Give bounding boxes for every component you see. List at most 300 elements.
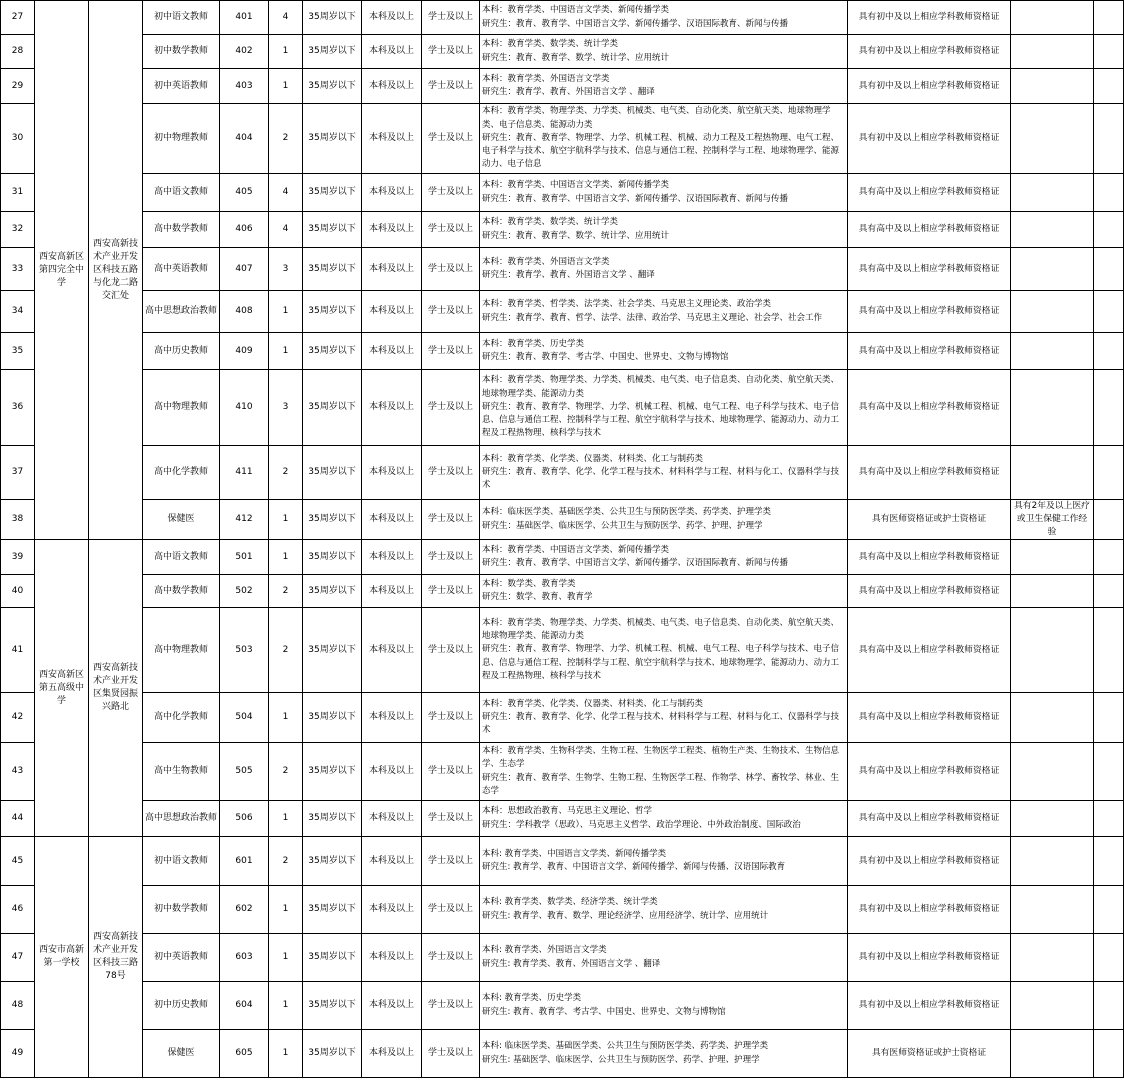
- major-requirement: [480, 743, 848, 801]
- hire-count: 1: [269, 801, 303, 837]
- age-requirement: 35周岁以下: [303, 837, 362, 886]
- major-graduate: 研究生：教育、教育学、数学、统计学、应用统计: [482, 230, 670, 241]
- table-row: [1, 575, 1124, 608]
- major-requirement: [480, 35, 848, 69]
- degree-requirement: 学士及以上: [422, 886, 480, 934]
- education-requirement: 本科及以上: [362, 934, 422, 982]
- major-undergrad: 本科：教育学类、数学类、统计学类: [482, 39, 619, 50]
- degree-requirement: 学士及以上: [422, 934, 480, 982]
- degree-requirement: 学士及以上: [422, 104, 480, 174]
- certificate-requirement: 具有高中及以上相应学科教师资格证: [848, 291, 1011, 333]
- remarks: [1094, 174, 1124, 212]
- position-code: 501: [220, 540, 269, 575]
- other-requirement: [1011, 886, 1094, 934]
- degree-requirement: 学士及以上: [422, 333, 480, 370]
- row-number: 27: [1, 1, 35, 35]
- education-requirement: 本科及以上: [362, 837, 422, 886]
- certificate-requirement: 具有医师资格证或护士资格证: [848, 500, 1011, 540]
- row-number: 42: [1, 693, 35, 743]
- row-number: 40: [1, 575, 35, 608]
- other-requirement: [1011, 248, 1094, 291]
- table-row: [1, 1, 1124, 35]
- position-code: 605: [220, 1030, 269, 1078]
- school-address: 西安高新技术产业开发区科技五路与化龙二路交汇处: [89, 1, 143, 540]
- position-code: 401: [220, 1, 269, 35]
- position-code: 601: [220, 837, 269, 886]
- other-requirement: [1011, 1030, 1094, 1078]
- hire-count: 4: [269, 174, 303, 212]
- major-undergrad: 本科：教育学类、化学类、仪器类、材料类、化工与制药类: [482, 698, 704, 709]
- age-requirement: 35周岁以下: [303, 934, 362, 982]
- position-name: 保健医: [143, 500, 220, 540]
- other-requirement: [1011, 743, 1094, 801]
- education-requirement: 本科及以上: [362, 291, 422, 333]
- major-requirement: [480, 248, 848, 291]
- position-name: 高中物理教师: [143, 370, 220, 446]
- major-undergrad: 本科：教育学类、物理学类、力学类、机械类、电气类、电子信息类、自动化类、航空航天类、地球物理学类、能源动力类: [482, 617, 840, 642]
- position-name: 初中英语教师: [143, 69, 220, 104]
- row-number: 29: [1, 69, 35, 104]
- major-undergrad: 本科：教育学类、物理学类、力学类、机械类、电气类、电子信息类、自动化类、航空航天类、地球物理学类、能源动力类: [482, 375, 840, 399]
- degree-requirement: 学士及以上: [422, 35, 480, 69]
- major-undergrad: 本科：教育学类、哲学类、法学类、社会学类、马克思主义理论类、政治学类: [482, 299, 772, 310]
- degree-requirement: 学士及以上: [422, 69, 480, 104]
- degree-requirement: 学士及以上: [422, 248, 480, 291]
- major-undergrad: 本科: 教育学类、数学类、经济学类、统计学类: [482, 897, 658, 908]
- major-requirement: [480, 69, 848, 104]
- position-name: 初中物理教师: [143, 104, 220, 174]
- hire-count: 2: [269, 743, 303, 801]
- age-requirement: 35周岁以下: [303, 248, 362, 291]
- table-row: [1, 212, 1124, 248]
- degree-requirement: 学士及以上: [422, 743, 480, 801]
- table-row: [1, 174, 1124, 212]
- major-undergrad: 本科：教育学类、物理学类、力学类、机械类、电气类、自动化类、航空航天类、地球物理学类、电子信息类、能源动力类: [482, 106, 831, 130]
- hire-count: 2: [269, 608, 303, 693]
- certificate-requirement: 具有高中及以上相应学科教师资格证: [848, 801, 1011, 837]
- education-requirement: 本科及以上: [362, 1, 422, 35]
- certificate-requirement: 具有高中及以上相应学科教师资格证: [848, 608, 1011, 693]
- position-name: 初中数学教师: [143, 35, 220, 69]
- degree-requirement: 学士及以上: [422, 982, 480, 1030]
- position-code: 403: [220, 69, 269, 104]
- major-graduate: 研究生：教育、教育学、化学、化学工程与技术、材料科学与工程、材料与化工、仪器科学与技术: [482, 466, 840, 491]
- position-code: 405: [220, 174, 269, 212]
- school-name: 西安高新区第四完全中学: [35, 1, 89, 540]
- hire-count: 1: [269, 982, 303, 1030]
- major-undergrad: 本科：教育学类、中国语言文学类、新闻传播学类: [482, 544, 670, 555]
- major-graduate: 研究生：教育、教育学、物理学、力学、机械工程、机械、动力工程及工程热物理、电气工程、电子科学与技术、航空宇航科学与技术、信息与通信工程、控制科学与工程、地球物理学、能源动力、电子信息: [482, 132, 840, 170]
- major-undergrad: 本科：临床医学类、基础医学类、公共卫生与预防医学类、药学类、护理学类: [482, 507, 772, 518]
- position-code: 407: [220, 248, 269, 291]
- education-requirement: 本科及以上: [362, 500, 422, 540]
- education-requirement: 本科及以上: [362, 104, 422, 174]
- major-undergrad: 本科：教育学类、中国语言文学类、新闻传播学类: [482, 180, 670, 191]
- position-code: 408: [220, 291, 269, 333]
- hire-count: 3: [269, 370, 303, 446]
- table-row: [1, 69, 1124, 104]
- certificate-requirement: 具有初中及以上相应学科教师资格证: [848, 69, 1011, 104]
- degree-requirement: 学士及以上: [422, 608, 480, 693]
- row-number: 46: [1, 886, 35, 934]
- table-row: [1, 291, 1124, 333]
- degree-requirement: 学士及以上: [422, 693, 480, 743]
- major-requirement: [480, 174, 848, 212]
- remarks: [1094, 801, 1124, 837]
- hire-count: 1: [269, 291, 303, 333]
- hire-count: 4: [269, 212, 303, 248]
- remarks: [1094, 333, 1124, 370]
- position-name: 初中英语教师: [143, 934, 220, 982]
- hire-count: 1: [269, 69, 303, 104]
- position-name: 高中生物教师: [143, 743, 220, 801]
- hire-count: 3: [269, 248, 303, 291]
- other-requirement: [1011, 934, 1094, 982]
- age-requirement: 35周岁以下: [303, 575, 362, 608]
- table-row: [1, 35, 1124, 69]
- other-requirement: [1011, 174, 1094, 212]
- degree-requirement: 学士及以上: [422, 291, 480, 333]
- age-requirement: 35周岁以下: [303, 743, 362, 801]
- remarks: [1094, 370, 1124, 446]
- table-row: [1, 248, 1124, 291]
- hire-count: 1: [269, 693, 303, 743]
- remarks: [1094, 104, 1124, 174]
- major-graduate: 研究生：教育、教育学、生物学、生物工程、生物医学工程、作物学、林学、畜牧学、林业、生态学: [482, 772, 840, 796]
- certificate-requirement: 具有初中及以上相应学科教师资格证: [848, 35, 1011, 69]
- position-name: 高中语文教师: [143, 540, 220, 575]
- remarks: [1094, 212, 1124, 248]
- major-requirement: [480, 693, 848, 743]
- school-name: 西安市高新第一学校: [35, 837, 89, 1078]
- major-requirement: [480, 446, 848, 500]
- row-number: 41: [1, 608, 35, 693]
- table-row: [1, 693, 1124, 743]
- row-number: 39: [1, 540, 35, 575]
- age-requirement: 35周岁以下: [303, 35, 362, 69]
- position-name: 初中数学教师: [143, 886, 220, 934]
- remarks: [1094, 934, 1124, 982]
- remarks: [1094, 35, 1124, 69]
- position-code: 404: [220, 104, 269, 174]
- other-requirement: [1011, 1, 1094, 35]
- position-name: 初中历史教师: [143, 982, 220, 1030]
- remarks: [1094, 837, 1124, 886]
- major-undergrad: 本科: 教育学类、历史学类: [482, 993, 582, 1004]
- degree-requirement: 学士及以上: [422, 1, 480, 35]
- certificate-requirement: 具有高中及以上相应学科教师资格证: [848, 248, 1011, 291]
- other-requirement: [1011, 35, 1094, 69]
- major-undergrad: 本科：教育学类、化学类、仪器类、材料类、化工与制药类: [482, 453, 704, 464]
- age-requirement: 35周岁以下: [303, 104, 362, 174]
- row-number: 49: [1, 1030, 35, 1078]
- row-number: 30: [1, 104, 35, 174]
- other-requirement: [1011, 575, 1094, 608]
- major-graduate: 研究生：教育、教育学、数学、统计学、应用统计: [482, 52, 670, 63]
- major-requirement: [480, 1, 848, 35]
- table-row: [1, 1030, 1124, 1078]
- hire-count: 4: [269, 1, 303, 35]
- age-requirement: 35周岁以下: [303, 212, 362, 248]
- position-code: 406: [220, 212, 269, 248]
- education-requirement: 本科及以上: [362, 174, 422, 212]
- major-undergrad: 本科：教育学类、生物科学类、生物工程、生物医学工程类、植物生产类、生物技术、生物信息学、生态学: [482, 746, 840, 770]
- degree-requirement: 学士及以上: [422, 212, 480, 248]
- age-requirement: 35周岁以下: [303, 446, 362, 500]
- major-undergrad: 本科: 教育学类、外国语言文学类: [482, 945, 607, 956]
- hire-count: 1: [269, 540, 303, 575]
- hire-count: 1: [269, 934, 303, 982]
- remarks: [1094, 446, 1124, 500]
- certificate-requirement: 具有高中及以上相应学科教师资格证: [848, 446, 1011, 500]
- table-row: [1, 540, 1124, 575]
- table-row: [1, 104, 1124, 174]
- hire-count: 1: [269, 1030, 303, 1078]
- position-name: 高中思想政治教师: [143, 291, 220, 333]
- certificate-requirement: 具有初中及以上相应学科教师资格证: [848, 837, 1011, 886]
- certificate-requirement: 具有医师资格证或护士资格证: [848, 1030, 1011, 1078]
- position-name: 高中思想政治教师: [143, 801, 220, 837]
- other-requirement: [1011, 801, 1094, 837]
- table-row: [1, 886, 1124, 934]
- age-requirement: 35周岁以下: [303, 540, 362, 575]
- major-requirement: [480, 370, 848, 446]
- education-requirement: 本科及以上: [362, 575, 422, 608]
- age-requirement: 35周岁以下: [303, 1, 362, 35]
- major-undergrad: 本科：思想政治教育、马克思主义理论、哲学: [482, 806, 653, 817]
- education-requirement: 本科及以上: [362, 370, 422, 446]
- major-requirement: [480, 291, 848, 333]
- major-graduate: 研究生：教育学、教育、外国语言文学 、翻译: [482, 270, 655, 280]
- education-requirement: 本科及以上: [362, 982, 422, 1030]
- major-requirement: [480, 575, 848, 608]
- certificate-requirement: 具有高中及以上相应学科教师资格证: [848, 540, 1011, 575]
- major-requirement: [480, 540, 848, 575]
- education-requirement: 本科及以上: [362, 248, 422, 291]
- age-requirement: 35周岁以下: [303, 608, 362, 693]
- hire-count: 1: [269, 333, 303, 370]
- hire-count: 2: [269, 575, 303, 608]
- other-requirement: [1011, 540, 1094, 575]
- age-requirement: 35周岁以下: [303, 69, 362, 104]
- position-code: 506: [220, 801, 269, 837]
- hire-count: 1: [269, 886, 303, 934]
- major-graduate: 研究生：学科教学（思政）、马克思主义哲学、政治学理论、中外政治制度、国际政治: [482, 819, 801, 830]
- certificate-requirement: 具有初中及以上相应学科教师资格证: [848, 982, 1011, 1030]
- other-requirement: [1011, 69, 1094, 104]
- degree-requirement: 学士及以上: [422, 540, 480, 575]
- major-requirement: [480, 608, 848, 693]
- age-requirement: 35周岁以下: [303, 1030, 362, 1078]
- row-number: 35: [1, 333, 35, 370]
- degree-requirement: 学士及以上: [422, 1030, 480, 1078]
- major-undergrad: 本科: 临床医学类、基础医学类、公共卫生与预防医学类、药学类、护理学类: [482, 1041, 769, 1052]
- other-requirement: [1011, 104, 1094, 174]
- major-requirement: [480, 1030, 848, 1078]
- other-requirement: 具有2年及以上医疗或卫生保健工作经验: [1011, 500, 1094, 540]
- major-graduate: 研究生：教育、教育学、中国语言文学、新闻传播学、汉语国际教育、新闻与传播: [482, 193, 789, 204]
- row-number: 38: [1, 500, 35, 540]
- age-requirement: 35周岁以下: [303, 291, 362, 333]
- major-graduate: 研究生: 教育学类、教育、外国语言文学 、翻译: [482, 958, 661, 969]
- position-name: 高中英语教师: [143, 248, 220, 291]
- school-name: 西安高新区第五高级中学: [35, 540, 89, 837]
- table-row: [1, 370, 1124, 446]
- remarks: [1094, 743, 1124, 801]
- major-graduate: 研究生：教育、教育学、物理学、力学、机械工程、机械、电气工程、电子科学与技术、电子信息、信息与通信工程、控制科学与工程、航空宇航科学与技术、地球物理学、能源动力、动力工程及工程热物理、核科学与技术: [482, 401, 840, 439]
- table-row: [1, 743, 1124, 801]
- row-number: 43: [1, 743, 35, 801]
- degree-requirement: 学士及以上: [422, 370, 480, 446]
- table-row: [1, 608, 1124, 693]
- education-requirement: 本科及以上: [362, 743, 422, 801]
- other-requirement: [1011, 608, 1094, 693]
- position-code: 412: [220, 500, 269, 540]
- position-name: 高中化学教师: [143, 693, 220, 743]
- position-code: 603: [220, 934, 269, 982]
- other-requirement: [1011, 291, 1094, 333]
- position-code: 504: [220, 693, 269, 743]
- position-name: 初中语文教师: [143, 1, 220, 35]
- education-requirement: 本科及以上: [362, 69, 422, 104]
- remarks: [1094, 248, 1124, 291]
- education-requirement: 本科及以上: [362, 35, 422, 69]
- major-graduate: 研究生: 教育、教育学、考古学、中国史、世界史、文物与博物馆: [482, 1006, 726, 1017]
- school-address: 西安高新技术产业开发区集贤园振兴路北: [89, 540, 143, 837]
- certificate-requirement: 具有高中及以上相应学科教师资格证: [848, 693, 1011, 743]
- position-code: 505: [220, 743, 269, 801]
- position-code: 503: [220, 608, 269, 693]
- remarks: [1094, 575, 1124, 608]
- certificate-requirement: 具有高中及以上相应学科教师资格证: [848, 370, 1011, 446]
- position-name: 高中数学教师: [143, 575, 220, 608]
- education-requirement: 本科及以上: [362, 608, 422, 693]
- major-graduate: 研究生：教育、教育学、化学、化学工程与技术、材料科学与工程、材料与化工、仪器科学与技术: [482, 711, 840, 736]
- age-requirement: 35周岁以下: [303, 333, 362, 370]
- education-requirement: 本科及以上: [362, 212, 422, 248]
- age-requirement: 35周岁以下: [303, 174, 362, 212]
- certificate-requirement: 具有初中及以上相应学科教师资格证: [848, 886, 1011, 934]
- position-code: 602: [220, 886, 269, 934]
- table-row: [1, 446, 1124, 500]
- education-requirement: 本科及以上: [362, 333, 422, 370]
- major-undergrad: 本科: 教育学类、中国语言文学类、新闻传播学类: [482, 848, 667, 859]
- certificate-requirement: 具有初中及以上相应学科教师资格证: [848, 104, 1011, 174]
- age-requirement: 35周岁以下: [303, 801, 362, 837]
- table-row: [1, 837, 1124, 886]
- row-number: 47: [1, 934, 35, 982]
- major-undergrad: 本科：教育学类、中国语言文学类、新闻传播学类: [482, 5, 670, 16]
- position-code: 409: [220, 333, 269, 370]
- age-requirement: 35周岁以下: [303, 500, 362, 540]
- major-requirement: [480, 934, 848, 982]
- major-requirement: [480, 500, 848, 540]
- row-number: 28: [1, 35, 35, 69]
- major-undergrad: 本科：教育学类、外国语言文学类: [482, 256, 610, 267]
- education-requirement: 本科及以上: [362, 540, 422, 575]
- table-row: [1, 333, 1124, 370]
- other-requirement: [1011, 333, 1094, 370]
- certificate-requirement: 具有高中及以上相应学科教师资格证: [848, 174, 1011, 212]
- position-code: 411: [220, 446, 269, 500]
- row-number: 36: [1, 370, 35, 446]
- certificate-requirement: 具有初中及以上相应学科教师资格证: [848, 1, 1011, 35]
- hire-count: 2: [269, 446, 303, 500]
- other-requirement: [1011, 446, 1094, 500]
- degree-requirement: 学士及以上: [422, 500, 480, 540]
- position-name: 高中数学教师: [143, 212, 220, 248]
- major-undergrad: 本科：数学类、教育学类: [482, 578, 576, 589]
- certificate-requirement: 具有高中及以上相应学科教师资格证: [848, 743, 1011, 801]
- certificate-requirement: 具有高中及以上相应学科教师资格证: [848, 575, 1011, 608]
- major-requirement: [480, 801, 848, 837]
- age-requirement: 35周岁以下: [303, 982, 362, 1030]
- degree-requirement: 学士及以上: [422, 446, 480, 500]
- position-name: 高中化学教师: [143, 446, 220, 500]
- row-number: 32: [1, 212, 35, 248]
- major-graduate: 研究生：教育、教育学、考古学、中国史、世界史、文物与博物馆: [482, 352, 729, 362]
- major-graduate: 研究生: 教育学、教育、数学、理论经济学、应用经济学、统计学、应用统计: [482, 910, 769, 921]
- position-name: 高中物理教师: [143, 608, 220, 693]
- major-graduate: 研究生：基础医学、临床医学、公共卫生与预防医学、药学、护理、护理学: [482, 520, 763, 531]
- education-requirement: 本科及以上: [362, 886, 422, 934]
- row-number: 45: [1, 837, 35, 886]
- major-graduate: 研究生: 基础医学、临床医学、公共卫生与预防医学、药学、护理、护理学: [482, 1054, 760, 1065]
- degree-requirement: 学士及以上: [422, 801, 480, 837]
- education-requirement: 本科及以上: [362, 693, 422, 743]
- other-requirement: [1011, 212, 1094, 248]
- other-requirement: [1011, 837, 1094, 886]
- remarks: [1094, 291, 1124, 333]
- table-row: [1, 934, 1124, 982]
- row-number: 37: [1, 446, 35, 500]
- major-requirement: [480, 104, 848, 174]
- age-requirement: 35周岁以下: [303, 693, 362, 743]
- position-code: 502: [220, 575, 269, 608]
- degree-requirement: 学士及以上: [422, 575, 480, 608]
- table-row: [1, 500, 1124, 540]
- major-undergrad: 本科：教育学类、外国语言文学类: [482, 73, 610, 84]
- position-name: 高中语文教师: [143, 174, 220, 212]
- position-name: 初中语文教师: [143, 837, 220, 886]
- other-requirement: [1011, 370, 1094, 446]
- row-number: 34: [1, 291, 35, 333]
- table-row: [1, 801, 1124, 837]
- age-requirement: 35周岁以下: [303, 886, 362, 934]
- major-requirement: [480, 333, 848, 370]
- major-requirement: [480, 212, 848, 248]
- major-graduate: 研究生：数学、教育、教育学: [482, 592, 593, 602]
- position-code: 410: [220, 370, 269, 446]
- table-row: [1, 982, 1124, 1030]
- certificate-requirement: 具有高中及以上相应学科教师资格证: [848, 212, 1011, 248]
- degree-requirement: 学士及以上: [422, 174, 480, 212]
- major-requirement: [480, 886, 848, 934]
- row-number: 31: [1, 174, 35, 212]
- major-graduate: 研究生：教育学、教育、外国语言文学 、翻译: [482, 87, 655, 97]
- remarks: [1094, 500, 1124, 540]
- remarks: [1094, 69, 1124, 104]
- major-graduate: 研究生：教育、教育学、中国语言文学、新闻传播学、汉语国际教育、新闻与传播: [482, 18, 789, 29]
- major-requirement: [480, 837, 848, 886]
- other-requirement: [1011, 693, 1094, 743]
- row-number: 48: [1, 982, 35, 1030]
- certificate-requirement: 具有高中及以上相应学科教师资格证: [848, 333, 1011, 370]
- major-graduate: 研究生：教育、教育学、中国语言文学、新闻传播学、汉语国际教育、新闻与传播: [482, 558, 789, 568]
- school-address: 西安高新技术产业开发区科技三路78号: [89, 837, 143, 1078]
- position-code: 402: [220, 35, 269, 69]
- certificate-requirement: 具有初中及以上相应学科教师资格证: [848, 934, 1011, 982]
